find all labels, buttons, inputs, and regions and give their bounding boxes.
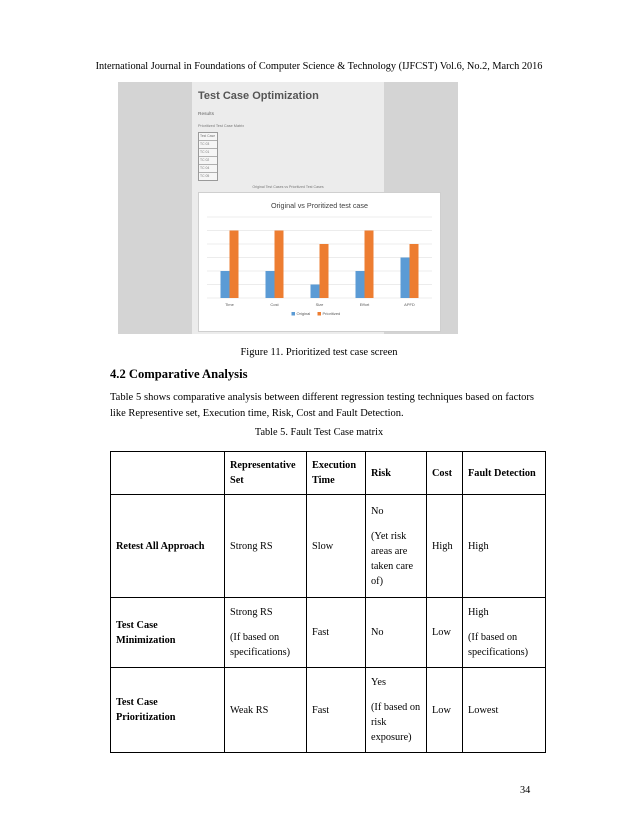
table-row [111, 598, 546, 668]
legend-swatch-prioritized [318, 312, 322, 316]
section-heading: 4.2 Comparative Analysis [110, 367, 248, 381]
chart-title: Original vs Proritized test case [270, 201, 369, 210]
table-cell: Strong RS [225, 495, 307, 598]
prioritized-table-cell: TC 05 [200, 174, 210, 178]
bar-prioritized-cost [275, 231, 284, 299]
table-cell: High [427, 495, 463, 598]
bar-original-time [221, 271, 230, 298]
prioritized-table-cell: TC 03 [199, 141, 217, 149]
table-row [111, 495, 546, 598]
table-cell: Slow [307, 495, 366, 598]
chart-caption-small: Original Test Cases vs Prioritized Test Cases [252, 185, 324, 189]
table-cell: Fast [307, 668, 366, 753]
risk-detail: (Yet risk areas are taken care of) [371, 530, 414, 587]
risk-main: No [371, 505, 384, 517]
row-label: Retest All Approach [111, 495, 225, 598]
risk-main: Yes [371, 677, 386, 688]
prioritized-table-cell: TC 01 [199, 149, 217, 157]
representative-set-detail: (If based on specifications) [230, 632, 291, 658]
table-row [111, 668, 546, 753]
journal-header: International Journal in Foundations of Computer Science & Technology (IJFCST) Vol.6, No.2, March 2016 [95, 61, 543, 72]
results-label: Results [198, 112, 214, 117]
prioritized-table-cell: TC 04 [199, 165, 217, 173]
table-header-row [111, 452, 546, 495]
bar-prioritized-apfd [410, 244, 419, 298]
bar-original-apfd [401, 258, 410, 299]
table-header-cell [111, 452, 225, 495]
risk-detail: (If based on risk exposure) [371, 702, 421, 743]
x-tick-label: Size [315, 302, 324, 307]
bar-chart [199, 193, 440, 331]
prioritized-table-label: Prioritized Test Case Matrix [198, 124, 245, 128]
app-title: Test Case Optimization [198, 90, 319, 102]
table-cell: Low [427, 668, 463, 753]
bar-original-size [311, 285, 320, 299]
table-caption: Table 5. Fault Test Case matrix [254, 427, 384, 438]
x-tick-label: APFD [404, 302, 415, 307]
table-header-cell: Fault Detection [463, 452, 546, 495]
table-header-cell: Execution Time [307, 452, 366, 495]
prioritized-table [198, 132, 218, 181]
row-label: Test Case Prioritization [111, 668, 225, 753]
figure-screenshot [118, 82, 458, 334]
prioritized-table-cell: Test Case [199, 133, 217, 141]
table-header-cell: Representative Set [225, 452, 307, 495]
figure-caption: Figure 11. Prioritized test case screen [240, 347, 398, 358]
legend-label-prioritized: Prioritized [322, 311, 341, 316]
x-tick-label: Effort [359, 302, 370, 307]
legend-swatch-original [292, 312, 296, 316]
legend-label-original: Original [296, 311, 311, 316]
risk-cell [366, 495, 427, 598]
table-cell: High [463, 495, 546, 598]
table-cell: Low [427, 598, 463, 668]
fault-detection-main: High [468, 607, 489, 618]
representative-set-main: Strong RS [230, 607, 273, 618]
table-cell: Lowest [463, 668, 546, 753]
x-tick-label: Time [225, 302, 234, 307]
fault-detection-cell [463, 598, 546, 668]
bar-original-effort [356, 271, 365, 298]
table-header-cell: Risk [366, 452, 427, 495]
bar-prioritized-effort [365, 231, 374, 299]
chart-box [198, 192, 441, 332]
prioritized-table-cell: TC 02 [199, 157, 217, 165]
table-cell: Weak RS [225, 668, 307, 753]
table-cell: No [366, 598, 427, 668]
bar-original-cost [266, 271, 275, 298]
risk-cell [366, 668, 427, 753]
x-tick-label: Cost [270, 302, 279, 307]
bar-prioritized-size [320, 244, 329, 298]
bar-prioritized-time [230, 231, 239, 299]
fault-detection-detail: (If based on specifications) [468, 632, 529, 658]
row-label: Test Case Minimization [111, 598, 225, 668]
fault-test-case-table [110, 451, 546, 753]
section-paragraph: Table 5 shows comparative analysis between different regression testing techniques based on factors like Representive set, Execution time, Risk, Cost and Fault Detection. [110, 392, 534, 419]
representative-set-cell [225, 598, 307, 668]
table-cell: Fast [307, 598, 366, 668]
table-header-cell: Cost [427, 452, 463, 495]
page-number: 34 [520, 785, 531, 796]
